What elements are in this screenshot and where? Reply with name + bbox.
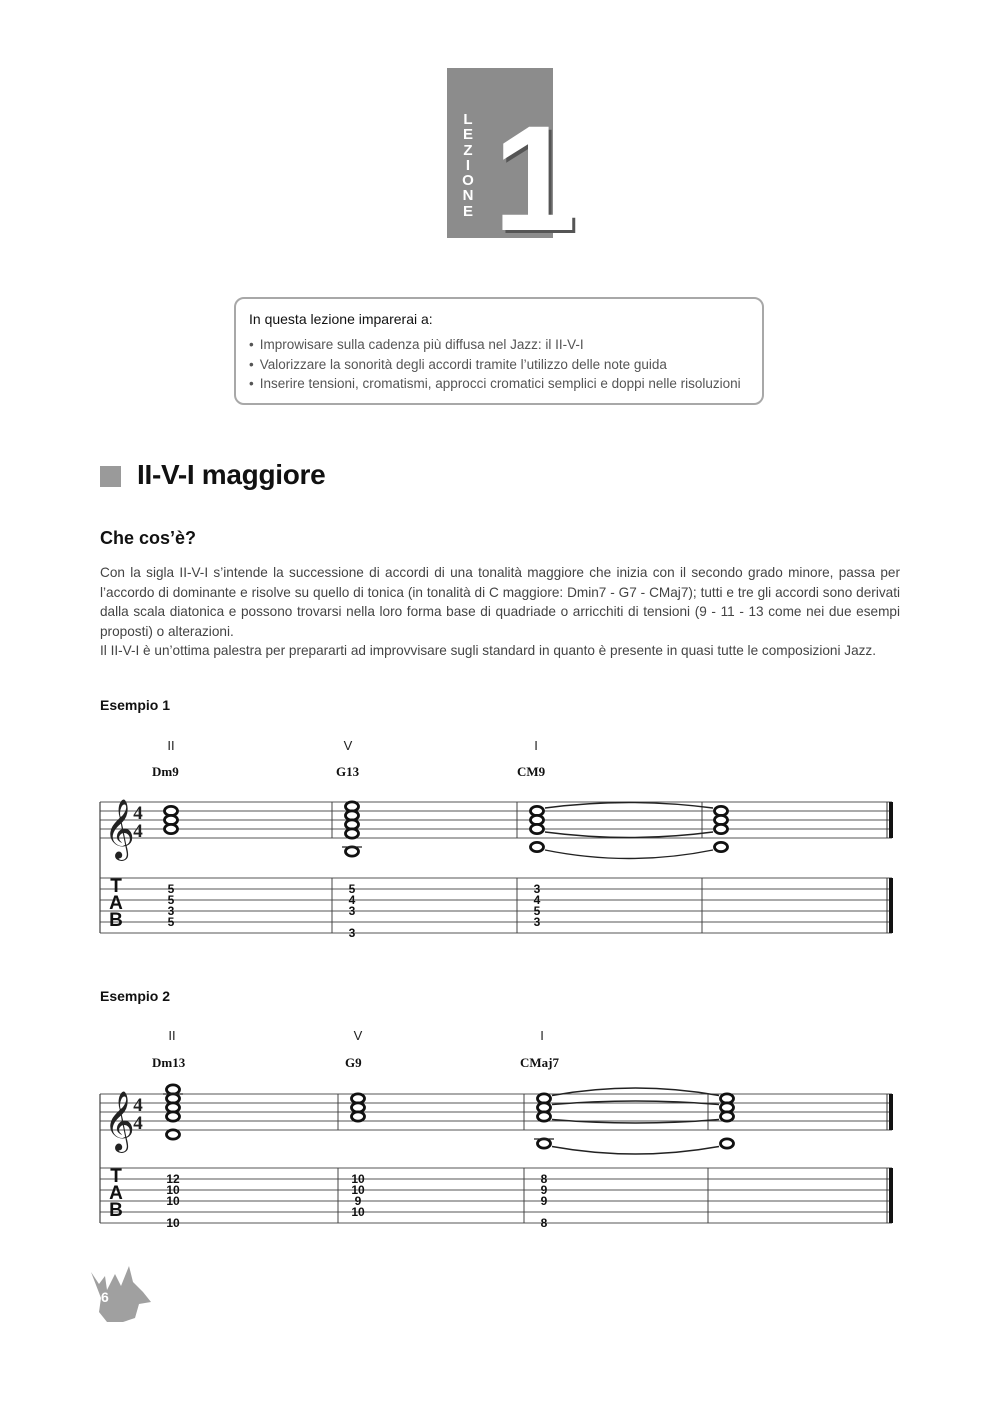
tab-number: 10 (351, 1205, 365, 1219)
time-signature-bottom: 4 (133, 1113, 143, 1134)
tie (552, 1147, 719, 1155)
notehead (167, 1112, 180, 1121)
section-title: II-V-I maggiore (137, 459, 326, 490)
chord-name: Dm9 (152, 764, 179, 779)
chord-name: G9 (345, 1055, 362, 1070)
notehead (346, 847, 359, 856)
chord-degree: I (534, 738, 538, 753)
goal-item: • Inserire tensioni, cromatismi, approcci cromatici semplici e doppi nelle risoluzioni (249, 374, 750, 394)
chord-name: Dm13 (152, 1055, 186, 1070)
tie (545, 803, 713, 809)
notehead (352, 1112, 365, 1121)
tab-number: 3 (167, 904, 175, 918)
final-tab-barline-thick (889, 1168, 893, 1223)
notehead (538, 1139, 551, 1148)
tab-label-letter: B (109, 1200, 123, 1221)
notehead-tied (715, 842, 728, 851)
lesson-word-letter: N (462, 187, 474, 205)
tab-number: 10 (351, 1183, 365, 1197)
example-1-label: Esempio 1 (100, 697, 171, 713)
notehead-tied (715, 824, 728, 833)
tab-number: 8 (540, 1172, 548, 1186)
lesson-number: 1 (493, 94, 577, 262)
notehead (531, 842, 544, 851)
tab-number: 10 (351, 1172, 365, 1186)
tab-number: 12 (166, 1172, 180, 1186)
chord-name: CMaj7 (520, 1055, 559, 1070)
tab-number: 5 (167, 893, 175, 907)
tab-number: 3 (348, 926, 356, 940)
tab-number: 4 (348, 893, 356, 907)
tab-number: 5 (167, 915, 175, 929)
treble-clef-icon: 𝄞 (104, 799, 135, 859)
tab-label-letter: A (109, 1183, 123, 1204)
time-signature-bottom: 4 (133, 821, 143, 842)
body-paragraph: Con la sigla II-V-I s’intende la successione di accordi di una tonalità maggiore che inizia con il secondo grado minore, passa per l’accordo di dominante e risolve su quello di tonica (in tonalità di C maggiore: Dmin7 - G7 - CMaj7); tutti e tre gli accordi sono derivati dalla scala diatonica e possono trovarsi nella loro forma base di quadriade o arricchiti di tensioni (9 - 11 - 13 come nei due esempi proposti) o alterazioni. (100, 565, 900, 639)
tab-number: 10 (166, 1194, 180, 1208)
tie (545, 832, 713, 838)
chord-degree: II (168, 1028, 176, 1043)
section-marker (100, 466, 121, 487)
tab-number: 5 (533, 904, 541, 918)
tab-label-letter: T (110, 1166, 122, 1187)
lesson-goals-box (234, 297, 764, 405)
tab-number: 8 (540, 1216, 548, 1230)
chord-name: CM9 (517, 764, 546, 779)
notehead-tied (721, 1112, 734, 1121)
goals-title: In questa lezione imparerai a: (249, 311, 433, 327)
time-signature-top: 4 (133, 803, 143, 824)
lesson-word-letter: O (462, 172, 474, 190)
example-2-label: Esempio 2 (100, 988, 171, 1004)
notehead (167, 1130, 180, 1139)
tab-number: 4 (533, 893, 541, 907)
notehead (346, 829, 359, 838)
final-barline-thick (889, 1094, 893, 1130)
chord-name: G13 (336, 764, 360, 779)
chord-degree: II (167, 738, 175, 753)
final-tab-barline-thick (889, 878, 893, 933)
tab-label-letter: A (109, 893, 123, 914)
tab-label-letter: B (109, 910, 123, 931)
tab-number: 10 (166, 1216, 180, 1230)
tab-number: 3 (533, 882, 541, 896)
chord-degree: V (343, 738, 353, 753)
tab-number: 5 (348, 882, 356, 896)
goal-item: • Valorizzare la sonorità degli accordi tramite l’utilizzo delle note guida (249, 355, 750, 375)
lesson-word-letter: E (462, 126, 473, 144)
body-paragraph: Il II-V-I è un’ottima palestra per prepararti ad improvvisare sugli standard in quanto è presente in quasi tutte le composizioni Jazz. (100, 643, 876, 658)
treble-clef-icon: 𝄞 (104, 1091, 135, 1151)
chord-degree: I (540, 1028, 544, 1043)
lesson-word-letter: I (465, 156, 471, 174)
final-barline-thick (889, 802, 893, 838)
tie (545, 850, 713, 859)
chord-degree: V (353, 1028, 363, 1043)
subsection-title: Che cos’è? (100, 528, 197, 548)
tab-number: 10 (166, 1183, 180, 1197)
goals-list (249, 335, 750, 394)
tab-number: 3 (348, 904, 356, 918)
tab-number: 9 (540, 1183, 548, 1197)
example-1-notation (0, 730, 1000, 950)
time-signature-top: 4 (133, 1095, 143, 1116)
goal-item: • Improwisare sulla cadenza più diffusa nel Jazz: il II-V-I (249, 335, 750, 355)
tab-label-letter: T (110, 876, 122, 897)
tab-number: 9 (354, 1194, 362, 1208)
tab-number: 9 (540, 1194, 548, 1208)
tab-number: 5 (167, 882, 175, 896)
notehead (538, 1112, 551, 1121)
lesson-word-letter: E (462, 202, 473, 220)
lesson-word-letter: L (463, 111, 473, 128)
tab-number: 3 (533, 915, 541, 929)
body-text (100, 563, 900, 661)
example-2-notation (0, 1020, 1000, 1240)
lesson-word-letter: Z (463, 141, 473, 159)
notehead (165, 824, 178, 833)
notehead-tied (721, 1139, 734, 1148)
lesson-word (458, 112, 478, 219)
page-number-graphic (85, 1262, 155, 1324)
page-number: 6 (101, 1289, 109, 1305)
notehead (531, 824, 544, 833)
